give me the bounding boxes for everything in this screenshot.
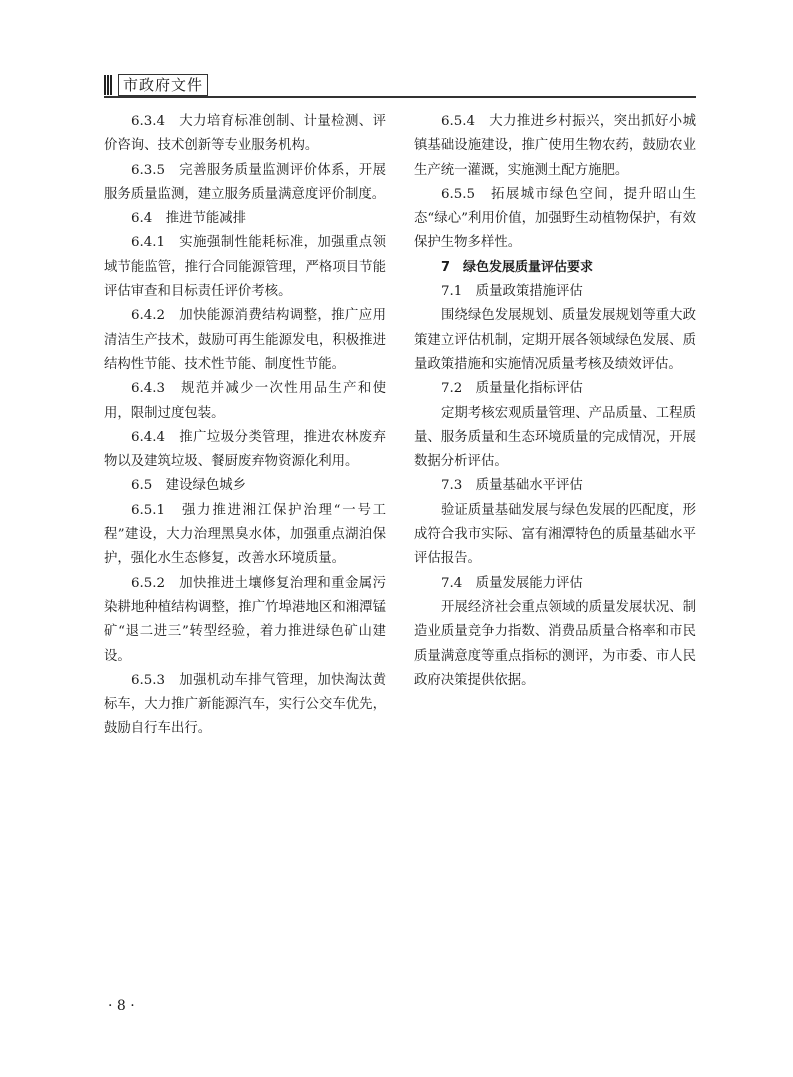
- left-column: [104, 110, 386, 742]
- section-heading: 7.1 质量政策措施评估: [441, 284, 583, 300]
- paragraph: 6.4.1 实施强制性能耗标准，加强重点领域节能监管，推行合同能源管理，严格项目节能评估审查和目标责任评价考核。: [104, 235, 386, 300]
- paragraph: 围绕绿色发展规划、质量发展规划等重大政策建立评估机制，定期开展各领域绿色发展、质量政策措施和实施情况质量考核及绩效评估。: [414, 308, 696, 372]
- section-heading: 6.4 推进节能减排: [131, 211, 247, 227]
- header-rule: [104, 96, 696, 98]
- chapter-title: 7 绿色发展质量评估要求: [441, 259, 594, 275]
- right-column: [414, 110, 696, 693]
- paragraph: 6.4.2 加快能源消费结构调整，推广应用清洁生产技术，鼓励可再生能源发电，积极推进结构性节能、技术性节能、制度性节能。: [104, 308, 386, 372]
- paragraph: 6.3.4 大力培育标准创制、计量检测、评价咨询、技术创新等专业服务机构。: [104, 114, 386, 154]
- page-number: · 8 ·: [108, 998, 135, 1014]
- paragraph: 6.3.5 完善服务质量监测评价体系，开展服务质量监测，建立服务质量满意度评价制度。: [104, 162, 386, 202]
- paragraph: 6.4.3 规范并减少一次性用品生产和使用，限制过度包装。: [104, 381, 386, 421]
- section-heading: 7.3 质量基础水平评估: [441, 478, 583, 494]
- section-heading: 6.5 建设绿色城乡: [131, 478, 247, 494]
- paragraph: 定期考核宏观质量管理、产品质量、工程质量、服务质量和生态环境质量的完成情况，开展数据分析评估。: [414, 405, 696, 470]
- paragraph: 6.5.5 拓展城市绿色空间，提升昭山生态“绿心”利用价值，加强野生动植物保护，有效保护生物多样性。: [414, 186, 696, 251]
- paragraph: 6.5.2 加快推进土壤修复治理和重金属污染耕地种植结构调整，推广竹埠港地区和湘潭锰矿“退二进三”转型经验，着力推进绿色矿山建设。: [104, 575, 386, 664]
- paragraph: 验证质量基础发展与绿色发展的匹配度，形成符合我市实际、富有湘潭特色的质量基础水平评估报告。: [414, 502, 696, 567]
- paragraph: 6.5.4 大力推进乡村振兴，突出抓好小城镇基础设施建设，推广使用生物农药，鼓励农业生产统一灌溉，实施测土配方施肥。: [414, 114, 696, 178]
- paragraph: 6.5.3 加强机动车排气管理，加快淘汰黄标车，大力推广新能源汽车，实行公交车优先，鼓励自行车出行。: [104, 672, 386, 737]
- paragraph: 6.4.4 推广垃圾分类管理，推进农林废弃物以及建筑垃圾、餐厨废弃物资源化利用。: [104, 429, 386, 470]
- running-header: [104, 74, 696, 96]
- paragraph: 开展经济社会重点领域的质量发展状况、制造业质量竞争力指数、消费品质量合格率和市民质量满意度等重点指标的测评，为市委、市人民政府决策提供依据。: [414, 599, 696, 688]
- paragraph: 6.5.1 强力推进湘江保护治理“一号工程”建设，大力治理黑臭水体，加强重点湖泊保护，强化水生态修复，改善水环境质量。: [104, 502, 386, 567]
- section-heading: 7.4 质量发展能力评估: [441, 575, 583, 591]
- header-label: 市政府文件: [118, 74, 208, 96]
- section-heading: 7.2 质量量化指标评估: [441, 381, 583, 397]
- header-stripe-decoration: [104, 75, 112, 95]
